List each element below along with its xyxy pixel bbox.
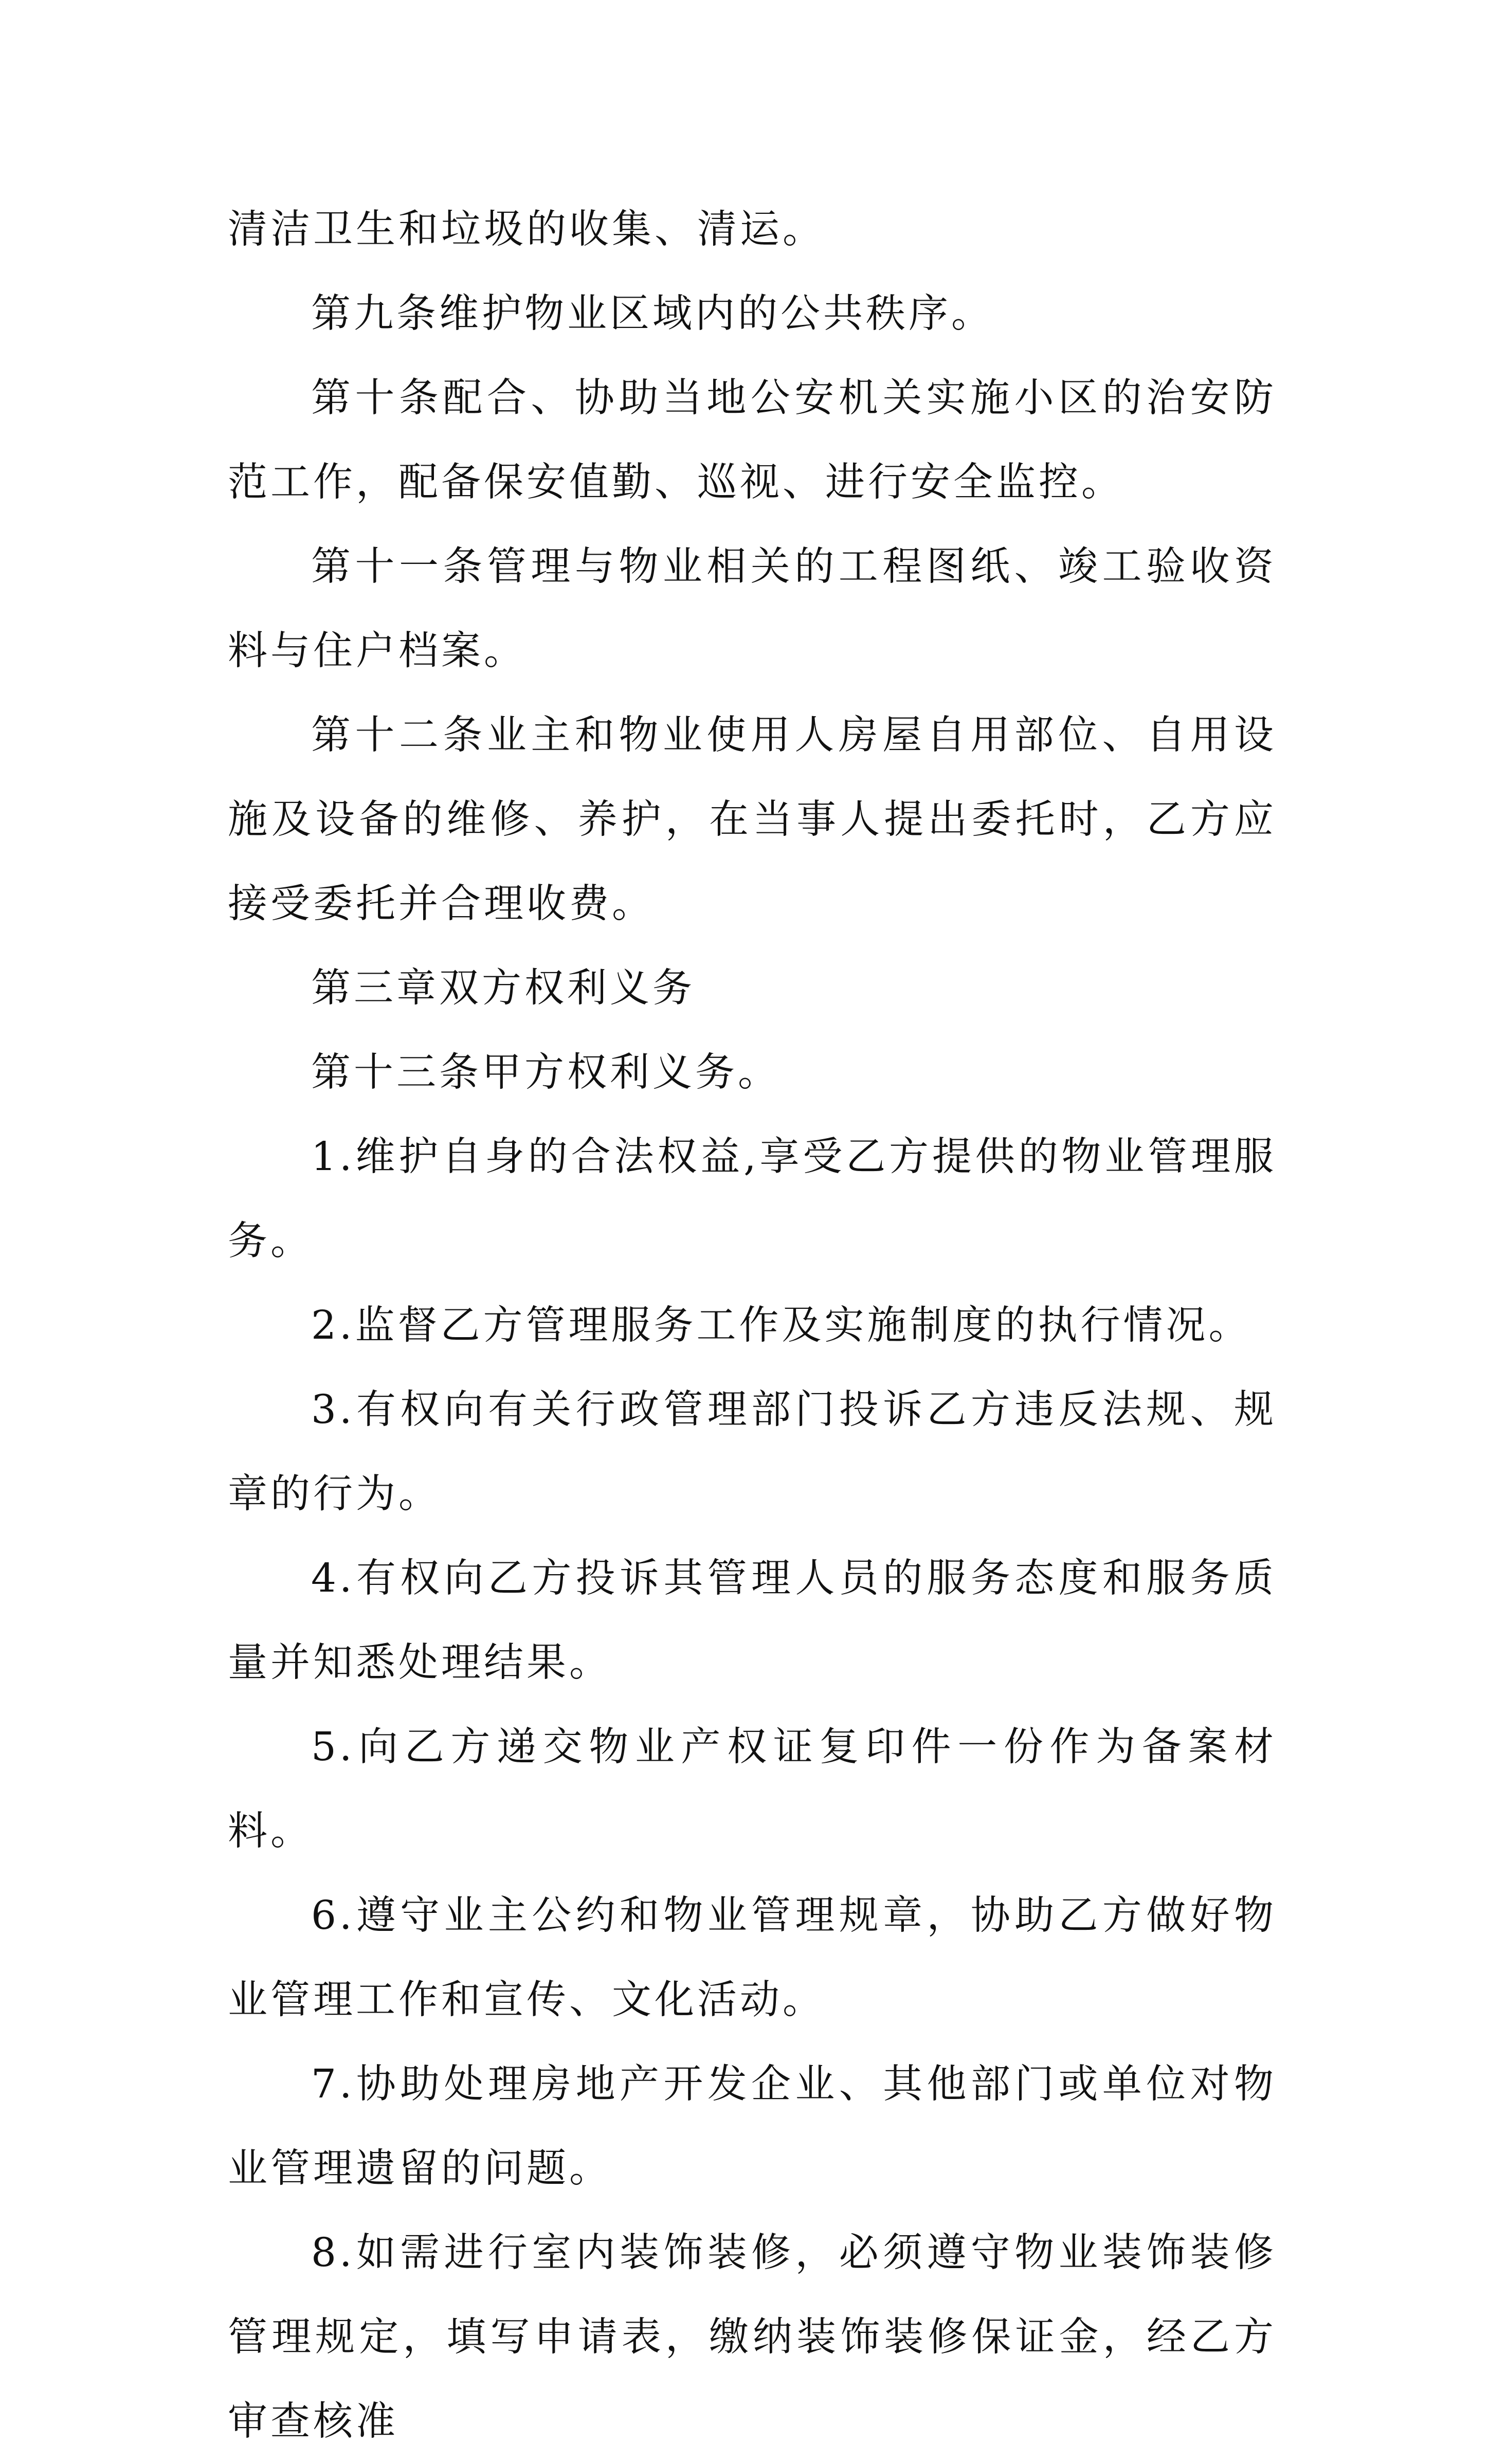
list-item-3: 3.有权向有关行政管理部门投诉乙方违反法规、规章的行为。 xyxy=(228,1387,1277,1517)
list-item-2: 2.监督乙方管理服务工作及实施制度的执行情况。 xyxy=(311,1303,1251,1348)
list-item-1: 1.维护自身的合法权益,享受乙方提供的物业管理服务。 xyxy=(228,1134,1277,1264)
article-11: 第十一条管理与物业相关的工程图纸、竣工验收资料与住户档案。 xyxy=(228,544,1277,674)
chapter-3-heading: 第三章双方权利义务 xyxy=(311,965,695,1011)
article-13: 第十三条甲方权利义务。 xyxy=(311,1050,781,1096)
list-item-7: 7.协助处理房地产开发企业、其他部门或单位对物业管理遗留的问题。 xyxy=(228,2061,1277,2192)
article-12: 第十二条业主和物业使用人房屋自用部位、自用设施及设备的维修、养护，在当事人提出委托时，乙方应接受委托并合理收费。 xyxy=(228,713,1277,927)
list-item-8: 8.如需进行室内装饰装修，必须遵守物业装饰装修管理规定，填写申请表，缴纳装饰装修保证金，经乙方审查核准 xyxy=(228,2230,1277,2444)
article-10: 第十条配合、协助当地公安机关实施小区的治安防范工作，配备保安值勤、巡视、进行安全监控。 xyxy=(228,375,1277,505)
article-9: 第九条维护物业区域内的公共秩序。 xyxy=(311,291,994,337)
list-item-6: 6.遵守业主公约和物业管理规章，协助乙方做好物业管理工作和宣传、文化活动。 xyxy=(228,1893,1277,2023)
document-body xyxy=(228,188,1277,2464)
list-item-5: 5.向乙方递交物业产权证复印件一份作为备案材料。 xyxy=(228,1724,1277,1854)
list-item-4: 4.有权向乙方投诉其管理人员的服务态度和服务质量并知悉处理结果。 xyxy=(228,1556,1277,1686)
paragraph-continuation: 清洁卫生和垃圾的收集、清运。 xyxy=(228,207,825,252)
